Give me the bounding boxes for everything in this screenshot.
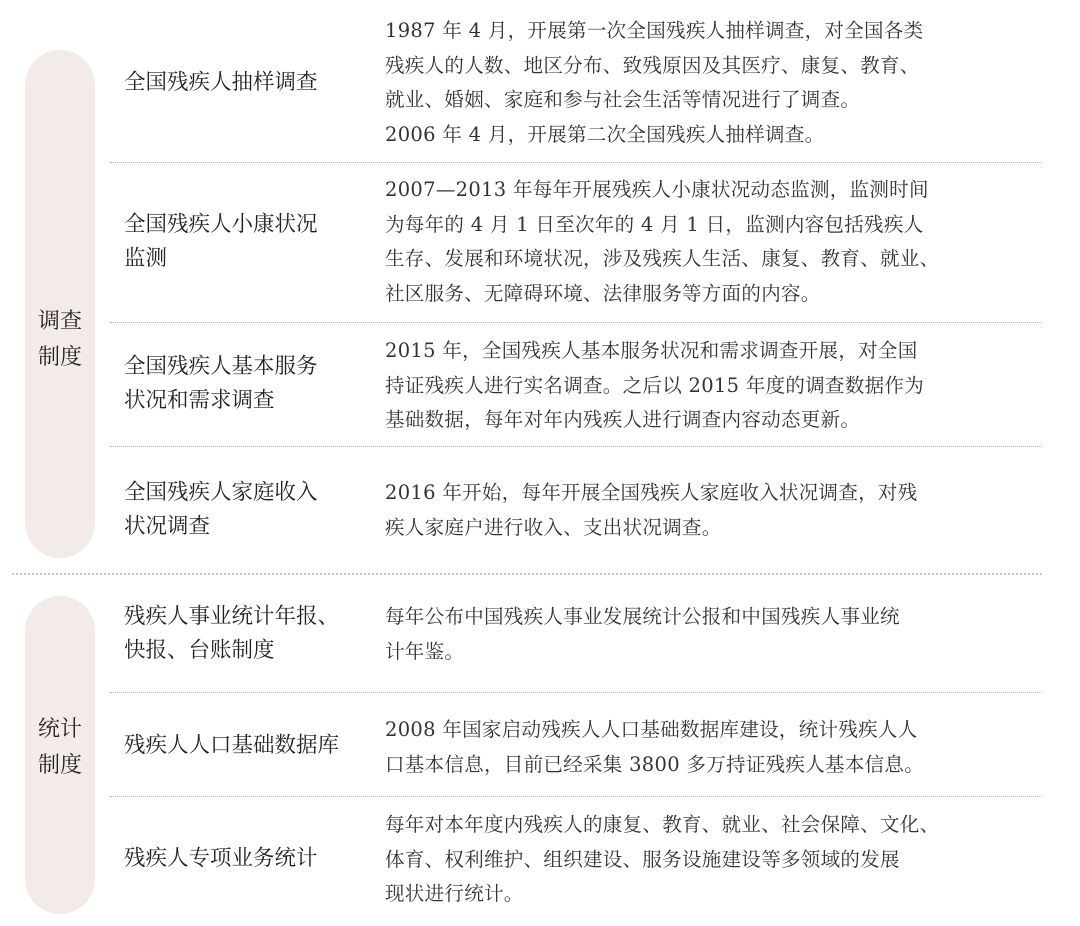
survey-row-3-description: 2015 年，全国残疾人基本服务状况和需求调查开展，对全国 持证残疾人进行实名调查。之后以 2015 年度的调查数据作为 基础数据，每年对年内残疾人进行调查内容动态更新。: [385, 339, 925, 431]
statistics-category-pill: [25, 596, 95, 914]
row-divider: [110, 322, 1042, 323]
statistics-row-1-description: 每年公布中国残疾人事业发展统计公报和中国残疾人事业统 计年鉴。: [385, 605, 900, 663]
statistics-row-2-title: 残疾人人口基础数据库: [124, 733, 340, 758]
statistics-row-1-title: 残疾人事业统计年报、 快报、台账制度: [124, 604, 340, 663]
survey-row-1-description: 1987 年 4 月，开展第一次全国残疾人抽样调查，对全国各类 残疾人的人数、地区分布、致残原因及其医疗、康复、教育、 就业、婚姻、家庭和参与社会生活等情况进行了调查。 2006 年 4 月，开展第二次全国残疾人抽样调查。: [385, 19, 924, 146]
row-divider: [110, 796, 1042, 797]
survey-row-2-title: 全国残疾人小康状况 监测: [124, 212, 318, 271]
survey-row-3-title: 全国残疾人基本服务 状况和需求调查: [124, 354, 318, 413]
survey-category-label-line1: 调查: [37, 309, 82, 334]
survey-row-2-description: 2007—2013 年每年开展残疾人小康状况动态监测，监测时间 为每年的 4 月 1 日至次年的 4 月 1 日，监测内容包括残疾人 生存、发展和环境状况，涉及残疾人生活、康复、教育、就业、 社区服务、无障碍环境、法律服务等方面的内容。: [385, 178, 940, 305]
statistics-row-3-description: 每年对本年度内残疾人的康复、教育、就业、社会保障、文化、 体育、权利维护、组织建设、服务设施建设等多领域的发展 现状进行统计。: [385, 813, 940, 905]
survey-row-1-title: 全国残疾人抽样调查: [124, 70, 318, 95]
survey-category-pill: [25, 50, 95, 558]
row-divider: [110, 446, 1042, 447]
survey-row-4-title: 全国残疾人家庭收入 状况调查: [124, 480, 318, 539]
statistics-row-2-description: 2008 年国家启动残疾人人口基础数据库建设，统计残疾人人 口基本信息，目前已经采集 3800 多万持证残疾人基本信息。: [385, 718, 925, 776]
row-divider: [110, 692, 1042, 693]
section-divider: [12, 573, 1042, 575]
survey-category-label-line2: 制度: [37, 345, 82, 370]
statistics-category-label-line2: 制度: [37, 753, 82, 778]
statistics-category-label-line1: 统计: [37, 717, 82, 742]
row-divider: [110, 162, 1042, 163]
survey-row-4-description: 2016 年开始，每年开展全国残疾人家庭收入状况调查，对残 疾人家庭户进行收入、支出状况调查。: [385, 481, 918, 539]
statistics-row-3-title: 残疾人专项业务统计: [124, 846, 318, 871]
